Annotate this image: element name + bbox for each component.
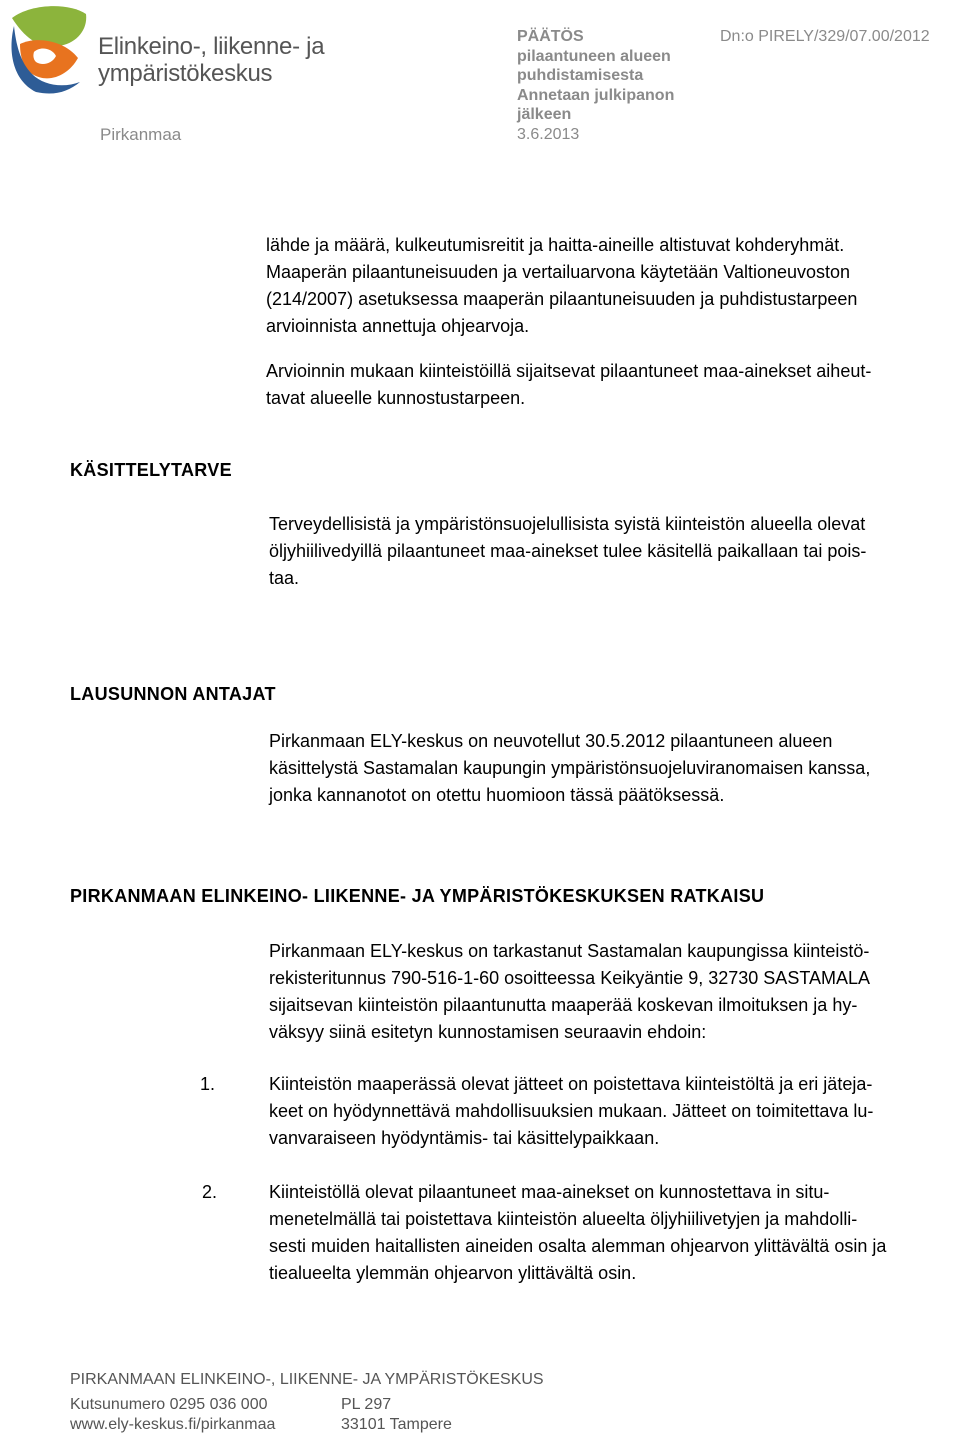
text-line: jonka kannanotot on otettu huomioon tässä päätöksessä.	[269, 785, 725, 805]
text-line: Maaperän pilaantuneisuuden ja vertailuarvona käytetään Valtioneuvoston	[266, 262, 851, 282]
text-line: keet on hyödynnettävä mahdollisuuksien mukaan. Jätteet on toimitettava lu-	[269, 1101, 874, 1121]
footer-po-box: PL 297	[341, 1396, 392, 1413]
doc-date: 3.6.2013	[517, 125, 580, 143]
text-line: lähde ja määrä, kulkeutumisreitit ja haitta-aineille altistuvat kohderyhmät.	[266, 235, 845, 255]
text-line: sesti muiden haitallisten aineiden osalta alemman ohjearvon ylittävältä osin ja	[269, 1236, 887, 1256]
text-line: vanvaraiseen hyödyntämis- tai käsittelypaikkaan.	[269, 1128, 660, 1148]
text-line: taa.	[269, 568, 300, 588]
text-line: Kiinteistöllä olevat pilaantuneet maa-ainekset on kunnostettava in situ-	[269, 1182, 830, 1202]
text-line: käsittelystä Sastamalan kaupungin ympäristönsuojeluviranomaisen kanssa,	[269, 758, 871, 778]
section-heading-ratkaisu: PIRKANMAAN ELINKEINO- LIIKENNE- JA YMPÄRISTÖKESKUKSEN RATKAISU	[70, 886, 765, 906]
text-line: tiealueelta ylemmän ohjearvon ylittävältä osin.	[269, 1263, 637, 1283]
text-line: Pirkanmaan ELY-keskus on neuvotellut 30.5.2012 pilaantuneen alueen	[269, 731, 833, 751]
text-line: menetelmällä tai poistettava kiinteistön alueelta öljyhiilivetyjen ja mahdolli-	[269, 1209, 858, 1229]
ely-logo-icon	[6, 6, 88, 96]
doc-subject-line: puhdistamisesta	[517, 67, 644, 84]
condition-item	[269, 1071, 873, 1152]
text-line: Arvioinnin mukaan kiinteistöillä sijaitsevat pilaantuneet maa-ainekset aiheut-	[266, 361, 872, 381]
footer-city: 33101 Tampere	[341, 1416, 452, 1433]
text-line: rekisteritunnus 790-516-1-60 osoitteessa Keikyäntie 9, 32730 SASTAMALA	[269, 968, 871, 988]
text-line: väksyy siinä esitetyn kunnostamisen seuraavin ehdoin:	[269, 1022, 707, 1042]
doc-subject-line: Annetaan julkipanon	[517, 86, 675, 104]
doc-type: PÄÄTÖS	[517, 28, 584, 45]
text-line: tavat alueelle kunnostustarpeen.	[266, 388, 526, 408]
doc-info	[517, 27, 674, 144]
diary-number: Dn:o PIRELY/329/07.00/2012	[720, 28, 930, 45]
footer-org: PIRKANMAAN ELINKEINO-, LIIKENNE- JA YMPÄRISTÖKESKUS	[70, 1371, 544, 1388]
intro-paragraph	[266, 232, 857, 340]
text-line: öljyhiilivedyillä pilaantuneet maa-ainekset tulee käsitellä paikallaan tai pois-	[269, 541, 867, 561]
text-line: arvioinnista annettuja ohjearvoja.	[266, 316, 530, 336]
doc-subject-line: pilaantuneen alueen	[517, 47, 671, 65]
text-line: Pirkanmaan ELY-keskus on tarkastanut Sastamalan kaupungissa kiinteistö-	[269, 941, 870, 961]
condition-number: 1.	[200, 1074, 216, 1094]
ratkaisu-paragraph	[269, 938, 870, 1046]
section-heading-lausunnon: LAUSUNNON ANTAJAT	[70, 684, 276, 704]
text-line: Terveydellisistä ja ympäristönsuojelullisista syistä kiinteistön alueella olevat	[269, 514, 866, 534]
kasittelytarve-paragraph	[269, 511, 866, 592]
condition-item	[269, 1179, 886, 1287]
org-name-line1: Elinkeino-, liikenne- ja	[98, 33, 325, 60]
section-heading-kasittelytarve: KÄSITTELYTARVE	[70, 460, 232, 480]
text-line: Kiinteistön maaperässä olevat jätteet on poistettava kiinteistöltä ja eri jäteja-	[269, 1074, 873, 1094]
org-name-line2: ympäristökeskus	[98, 60, 273, 87]
lausunnon-paragraph	[269, 728, 870, 809]
text-line: sijaitsevan kiinteistön pilaantunutta maaperää koskevan ilmoituksen ja hy-	[269, 995, 858, 1015]
footer-web: www.ely-keskus.fi/pirkanmaa	[70, 1416, 276, 1433]
text-line: (214/2007) asetuksessa maaperän pilaantuneisuuden ja puhdistustarpeen	[266, 289, 858, 309]
footer-phone: Kutsunumero 0295 036 000	[70, 1396, 268, 1413]
doc-subject-line: jälkeen	[517, 106, 572, 123]
condition-number: 2.	[202, 1182, 218, 1202]
assessment-paragraph	[266, 358, 871, 412]
region-label: Pirkanmaa	[100, 125, 182, 144]
